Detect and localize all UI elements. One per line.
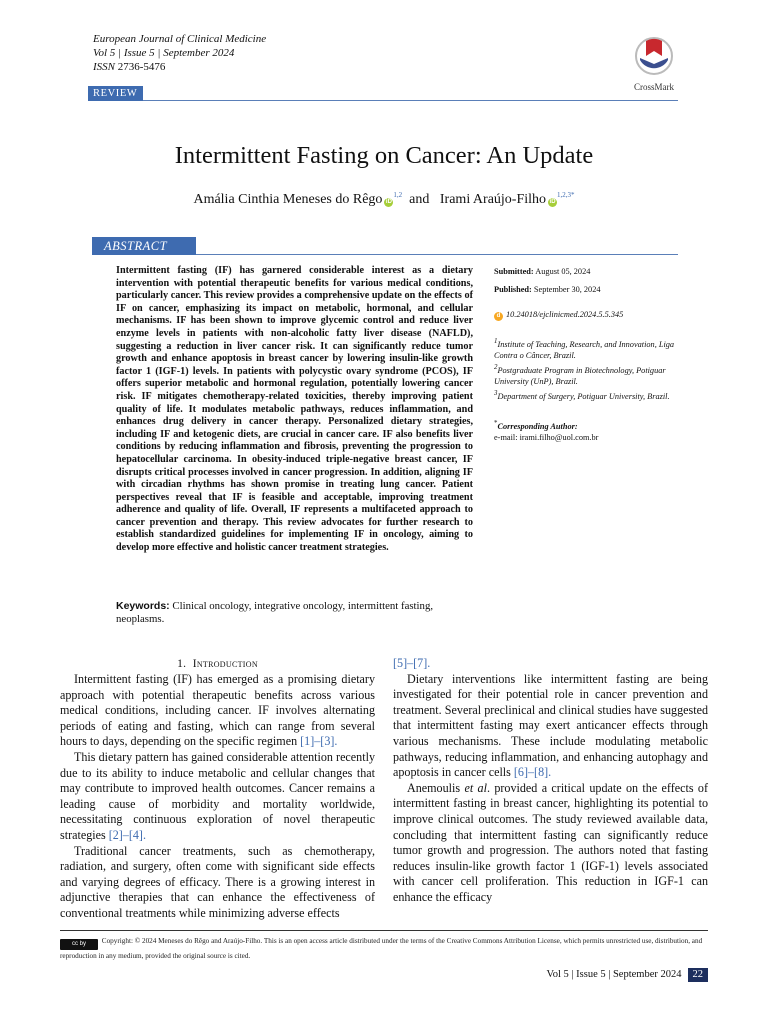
corresponding-label: Corresponding Author:	[497, 421, 578, 431]
doi-icon: d	[494, 312, 503, 321]
author-2-affiliations: 1,2,3*	[557, 191, 575, 199]
issn-line	[93, 60, 266, 74]
submitted-label: Submitted:	[494, 267, 534, 276]
author-1-name: Amália Cinthia Meneses do Rêgo	[193, 192, 383, 207]
author-and: and	[409, 192, 430, 207]
copyright-notice	[60, 935, 708, 963]
author-line	[0, 191, 768, 208]
journal-header	[93, 32, 266, 74]
keywords	[116, 600, 473, 626]
orcid-icon[interactable]: iD	[549, 199, 556, 205]
volume-line: Vol 5 | Issue 5 | September 2024	[93, 47, 235, 59]
corresponding-email[interactable]: e-mail: irami.filho@uol.com.br	[494, 432, 599, 442]
article-title: Intermittent Fasting on Cancer: An Update	[174, 142, 594, 169]
author-2-name: Irami Araújo-Filho	[439, 192, 547, 207]
article-type-badge: REVIEW	[88, 86, 143, 101]
paragraph-4	[393, 672, 708, 781]
paragraph-3	[60, 844, 375, 922]
paragraph-5-etal: et al	[464, 780, 487, 795]
crossmark-icon	[634, 36, 674, 76]
doi-link[interactable]: 10.24018/ejclinicmed.2024.5.5.345	[506, 310, 624, 319]
citation-link[interactable]: [6]–[8].	[513, 765, 552, 780]
abstract-text: Intermittent fasting (IF) has garnered considerable interest as a dietary intervention with potential therapeutic benefits for various medical conditions, particularly cancer. This review provides a comprehensive update on the effects of IF on cancer, emphasizing its impact on metabolic, hormonal, and cellular mechanisms. IF has been shown to improve glycemic control and reduce liver enzyme levels in patients with non-alcoholic fatty liver disease (NAFLD), suggesting a reduction in liver cancer risk. It can significantly reduce tumor growth and enhance apoptosis in breast cancer by lowering insulin-like growth factor 1 (IGF-1) levels. In patients with polycystic ovary syndrome (PCOS), IF offers superior metabolic and hormonal regulation, potentially lowering cancer risk. IF mitigates chemotherapy-related toxicities, thereby improving patient quality of life. It modulates metabolic pathways, reduces inflammation, and enhances drug delivery in cancer therapy. Personalized dietary strategies, including IF and ketogenic diets, are crucial in cancer care. IF also benefits liver conditions by reducing inflammation and fibrosis, preventing the progression to hepatocellular carcinoma. In obesity-induced triple-negative breast cancer, IF disrupts critical processes involved in cancer progression. In addition, aligning IF with circadian rhythms has shown promise in treating lung cancer. Patient perspectives reveal that IF is feasible and acceptable, improving treatment adherence and quality of life. Overall, IF represents a multifaceted approach to cancer prevention and therapy. This review advocates for further research to establish standardized guidelines for implementing IF in oncology, aiming to develop more effective and holistic cancer treatment strategies.	[116, 265, 473, 554]
issn-label: ISSN	[93, 61, 115, 73]
corresponding-author	[494, 418, 684, 443]
affiliation-2-text: Postgraduate Program in Biotechnology, Potiguar University (UnP), Brazil.	[494, 365, 666, 386]
affiliation-3-num: 3	[494, 389, 498, 397]
affiliations	[494, 336, 684, 402]
paragraph-5	[393, 781, 708, 906]
author-1-affiliations: 1,2	[393, 191, 403, 199]
body-column-left	[60, 656, 375, 922]
header-rule	[93, 100, 678, 101]
section-title: Introduction	[192, 658, 258, 670]
citation-link[interactable]: [1]–[3].	[300, 734, 338, 749]
footer-rule	[60, 930, 708, 931]
abstract-heading: ABSTRACT	[92, 237, 196, 255]
submitted-date	[494, 266, 684, 277]
cc-by-icon[interactable]: cc by	[60, 939, 98, 950]
paragraph-3-continued	[393, 656, 708, 672]
paragraph-1-text: Intermittent fasting (IF) has emerged as a promising dietary approach with potential therapeutic benefits across various medical conditions, including cancer. IF involves alternating periods of eating and fasting, which can range from several hours to days, depending on the specific regimen	[60, 672, 375, 749]
page-number: 22	[688, 968, 709, 982]
copyright-text: Copyright: © 2024 Meneses do Rêgo and Araújo-Filho. This is an open access article distributed under the terms of the Creative Commons Attribution License, which permits unrestricted use, distribution, and reproduction in any medium, provided the original source is cited.	[60, 937, 703, 960]
affiliation-3	[494, 388, 684, 402]
keywords-text: Clinical oncology, integrative oncology, intermittent fasting, neoplasms.	[116, 600, 434, 625]
orcid-icon[interactable]: iD	[385, 199, 392, 205]
body-column-right	[393, 656, 708, 906]
section-number: 1.	[177, 658, 187, 670]
abstract-rule	[196, 254, 678, 255]
citation-link[interactable]: [2]–[4].	[108, 827, 146, 842]
journal-name: European Journal of Clinical Medicine	[93, 33, 267, 45]
paragraph-4-text: Dietary interventions like intermittent fasting are being investigated for their potential role in cancer prevention and treatment. Several preclinical and clinical studies have suggested that intermittent fasting may exert anticancer effects through various mechanisms. These include modulating metabolic pathways, reducing inflammation, and enhancing autophagy and apoptosis in cancer cells	[393, 671, 708, 780]
issn-number: 2736-5476	[117, 61, 166, 73]
published-value: September 30, 2024	[533, 285, 601, 294]
paragraph-5-text: . provided a critical update on the effects of intermittent fasting in breast cancer, highlighting its potential to improve clinical outcomes. The study reviewed available data, concluding that intermittent fasting can significantly reduce tumor growth and progression. The authors noted that fasting reduces insulin-like growth factor 1 (IGF-1) levels associated with cancer cell proliferation. This reduction in IGF-1 can enhance the efficacy	[393, 780, 708, 904]
keywords-label: Keywords:	[116, 600, 170, 612]
affiliation-1	[494, 336, 684, 361]
affiliation-3-text: Department of Surgery, Potiguar University, Brazil.	[497, 391, 670, 401]
citation-link[interactable]: [5]–[7].	[393, 656, 431, 670]
corresponding-star: *	[494, 420, 498, 427]
section-heading	[60, 656, 375, 672]
paragraph-1	[60, 672, 375, 750]
paragraph-2-text: This dietary pattern has gained considerable attention recently due to its ability to induce metabolic and cellular changes that may contribute to improved health outcomes. Cancer remains a leading cause of morbidity and mortality worldwide, necessitating continuous exploration of novel therapeutic strategies	[60, 749, 375, 842]
submitted-value: August 05, 2024	[535, 267, 591, 276]
crossmark-label: CrossMark	[634, 82, 674, 92]
published-label: Published:	[494, 285, 532, 294]
published-date	[494, 284, 684, 295]
paragraph-5-author: Anemoulis	[407, 780, 461, 795]
footer-issue: Vol 5 | Issue 5 | September 2024	[546, 969, 682, 980]
doi-line[interactable]	[494, 309, 684, 321]
affiliation-1-num: 1	[494, 338, 498, 345]
affiliation-2	[494, 362, 684, 387]
page-footer	[480, 968, 708, 982]
paragraph-3-text: Traditional cancer treatments, such as chemotherapy, radiation, and surgery, often come with significant side effects and varying degrees of efficacy. There is a growing interest in adjunctive therapies that can enhance the effectiveness of conventional treatments while minimizing adverse effects	[60, 843, 375, 920]
affiliation-2-num: 2	[494, 363, 498, 371]
crossmark-badge[interactable]	[626, 36, 682, 92]
affiliation-1-text: Institute of Teaching, Research, and Innovation, Liga Contra o Câncer, Brazil.	[494, 339, 675, 360]
paragraph-2	[60, 750, 375, 844]
